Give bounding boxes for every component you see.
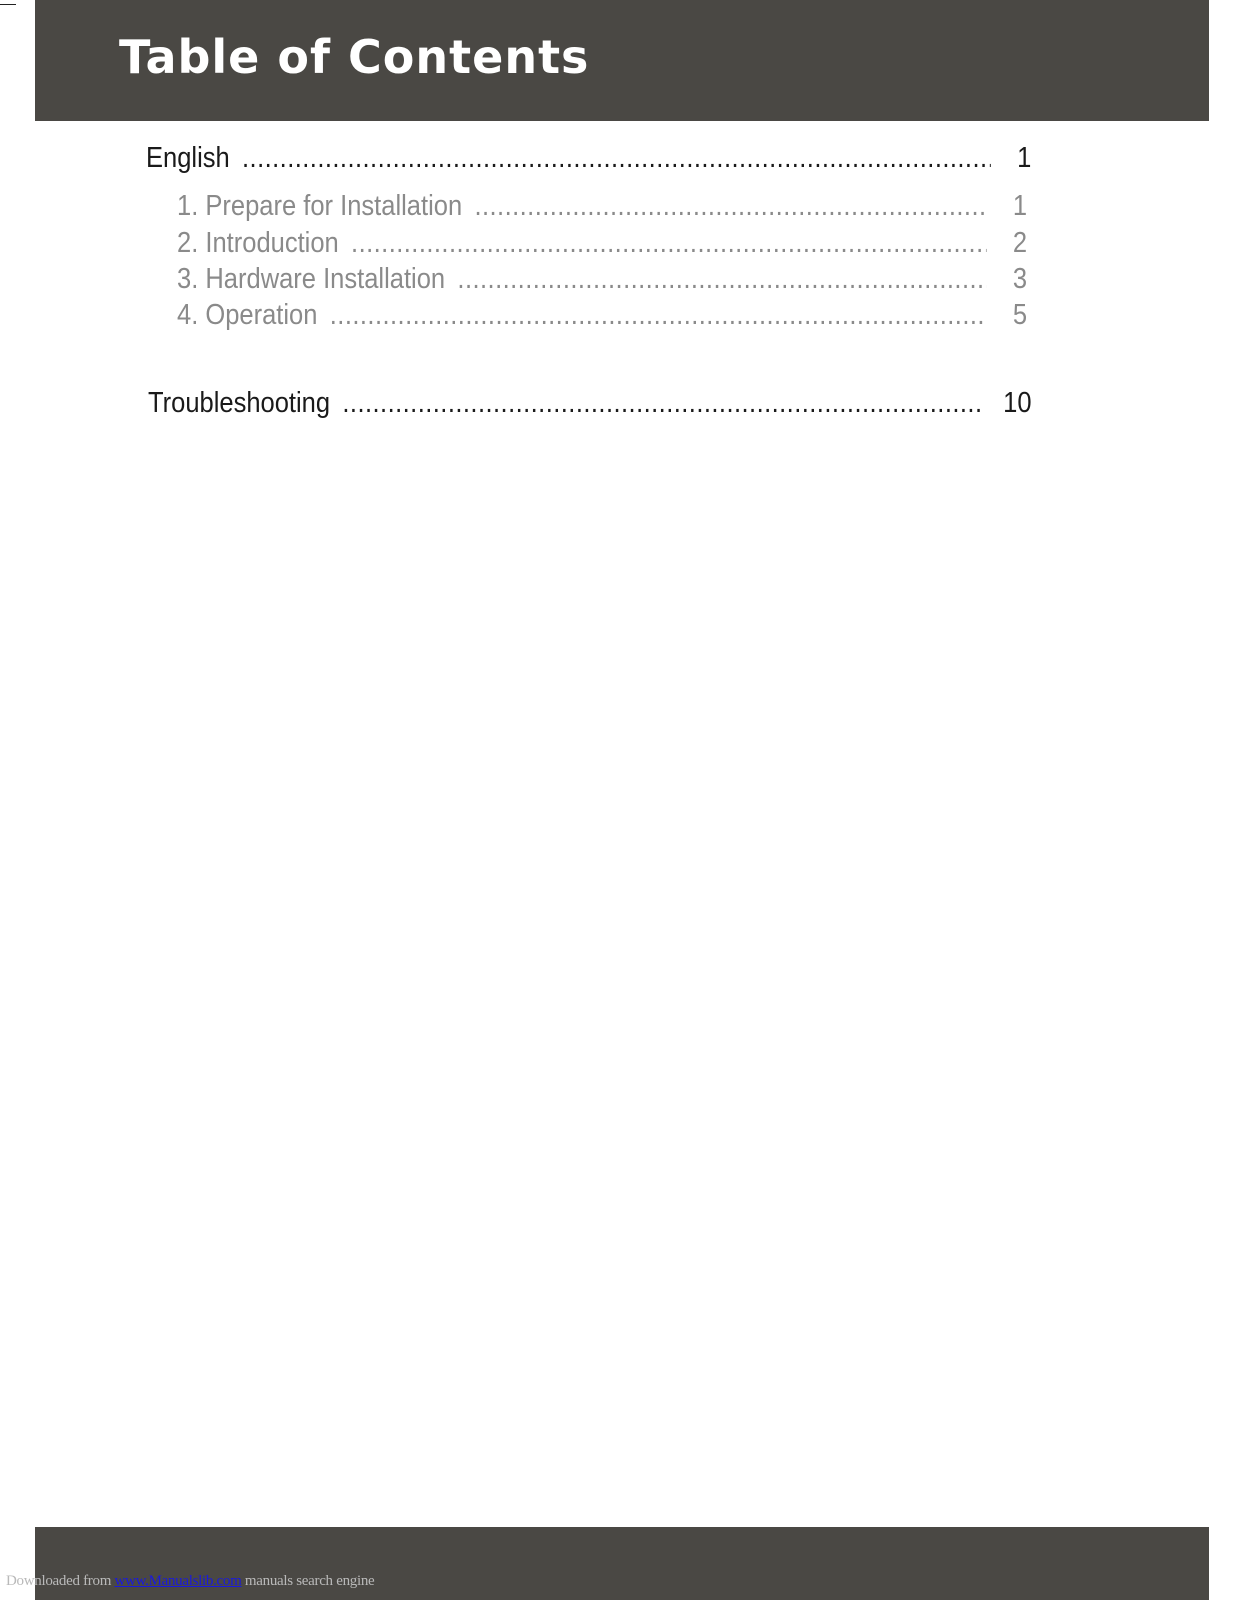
dot-leader <box>457 263 986 296</box>
toc-entry-operation[interactable] <box>177 299 1027 332</box>
toc-entry-page: 10 <box>1003 387 1032 419</box>
toc-entry-label: English <box>146 142 230 174</box>
toc-entry-label: 3. Hardware Installation <box>177 263 446 295</box>
toc-entry-page: 2 <box>1012 227 1028 259</box>
toc-entry-label: 4. Operation <box>177 299 318 331</box>
dot-leader <box>330 299 987 332</box>
toc-entry-label: 2. Introduction <box>177 227 339 259</box>
toc-entry-page: 1 <box>1017 142 1032 174</box>
toc-entry-hardware-installation[interactable] <box>177 263 1027 296</box>
credit-prefix: Downloaded from <box>6 1573 115 1589</box>
dot-leader <box>351 227 987 260</box>
toc-entry-label: 1. Prepare for Installation <box>177 190 463 222</box>
dot-leader <box>242 142 991 175</box>
toc-entry-label: Troubleshooting <box>148 387 331 419</box>
header-band <box>35 0 1209 121</box>
toc-entry-introduction[interactable] <box>177 227 1027 260</box>
manualslib-link[interactable]: www.Manualslib.com <box>114 1573 242 1589</box>
toc-entry-troubleshooting[interactable] <box>148 387 1032 420</box>
page-title: Table of Contents <box>119 30 590 84</box>
download-credit <box>6 1573 374 1590</box>
corner-crop-mark <box>0 4 16 5</box>
dot-leader <box>342 387 982 420</box>
toc-entry-english[interactable] <box>146 142 1031 175</box>
credit-suffix: manuals search engine <box>241 1573 375 1589</box>
toc-entry-page: 3 <box>1012 263 1028 295</box>
toc-entry-page: 1 <box>1012 190 1028 222</box>
toc-entry-page: 5 <box>1012 299 1028 331</box>
dot-leader <box>474 190 986 223</box>
toc-entry-prepare-installation[interactable] <box>177 190 1027 223</box>
